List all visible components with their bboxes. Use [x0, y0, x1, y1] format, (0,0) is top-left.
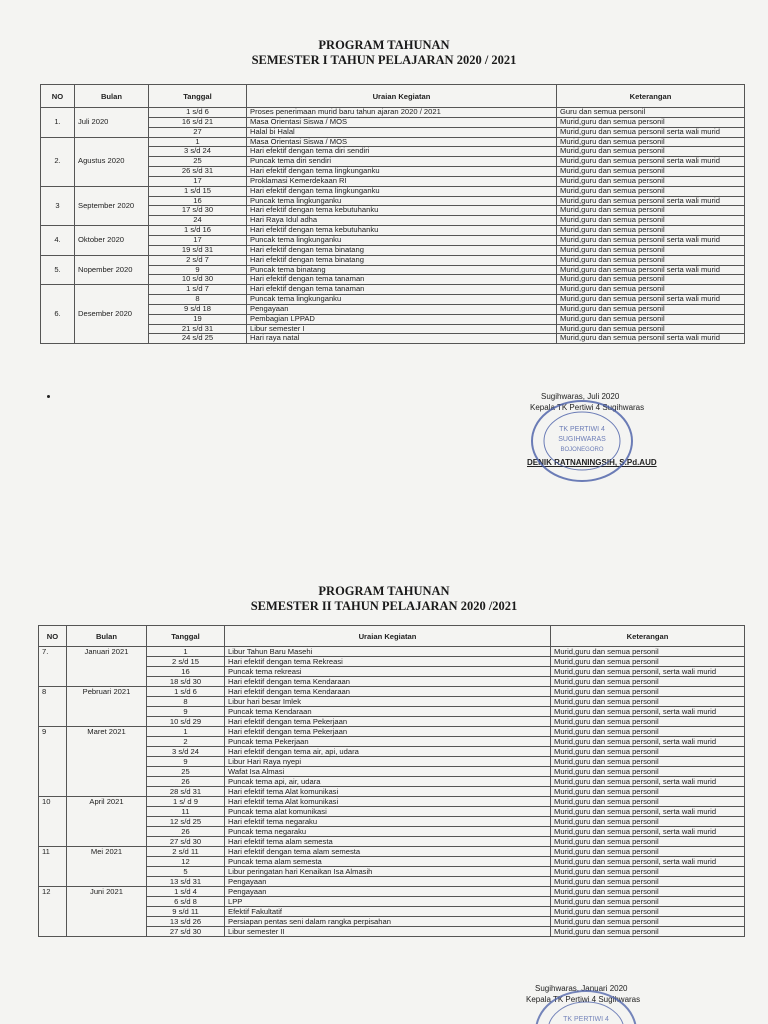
cell-tanggal: 9	[147, 707, 225, 717]
cell-tanggal: 3 s/d 24	[149, 147, 247, 157]
cell-keterangan: Murid,guru dan semua personil	[551, 927, 745, 937]
cell-keterangan: Murid,guru dan semua personil, serta wali murid	[551, 827, 745, 837]
table-row	[41, 285, 745, 295]
cell-no: 1.	[41, 108, 75, 138]
cell-uraian: Halal bi Halal	[247, 127, 557, 137]
cell-tanggal: 1 s/d 16	[149, 226, 247, 236]
cell-uraian: Hari efektif dengan tema Kendaraan	[225, 687, 551, 697]
cell-keterangan: Murid,guru dan semua personil	[557, 117, 745, 127]
school-stamp-2	[532, 988, 640, 1024]
cell-keterangan: Murid,guru dan semua personil	[551, 657, 745, 667]
header-no: NO	[39, 626, 67, 647]
table-row	[41, 137, 745, 147]
cell-tanggal: 27 s/d 30	[147, 927, 225, 937]
cell-tanggal: 11	[147, 807, 225, 817]
cell-tanggal: 17	[149, 176, 247, 186]
cell-tanggal: 9 s/d 18	[149, 304, 247, 314]
bullet-mark	[47, 395, 50, 398]
cell-tanggal: 27	[149, 127, 247, 137]
cell-uraian: Hari efektif dengan tema binatang	[247, 255, 557, 265]
cell-keterangan: Murid,guru dan semua personil	[551, 757, 745, 767]
cell-uraian: Libur peringatan hari Kenaikan Isa Almasih	[225, 867, 551, 877]
cell-keterangan: Murid,guru dan semua personil	[551, 787, 745, 797]
cell-tanggal: 18 s/d 30	[147, 677, 225, 687]
cell-keterangan: Murid,guru dan semua personil	[557, 147, 745, 157]
cell-keterangan: Murid,guru dan semua personil serta wali murid	[557, 334, 745, 344]
header-uraian: Uraian Kegiatan	[247, 85, 557, 108]
cell-tanggal: 27 s/d 30	[147, 837, 225, 847]
cell-tanggal: 19	[149, 314, 247, 324]
cell-no: 8	[39, 687, 67, 727]
cell-uraian: Puncak tema Kendaraan	[225, 707, 551, 717]
cell-tanggal: 26	[147, 777, 225, 787]
cell-keterangan: Murid,guru dan semua personil	[551, 877, 745, 887]
table-row	[41, 108, 745, 118]
cell-keterangan: Murid,guru dan semua personil	[557, 275, 745, 285]
cell-uraian: Puncak tema binatang	[247, 265, 557, 275]
cell-uraian: Hari efektif dengan tema Kendaraan	[225, 677, 551, 687]
cell-keterangan: Murid,guru dan semua personil	[551, 837, 745, 847]
cell-keterangan: Murid,guru dan semua personil	[551, 747, 745, 757]
cell-no: 5.	[41, 255, 75, 285]
cell-no: 3	[41, 186, 75, 225]
cell-no: 12	[39, 887, 67, 937]
cell-tanggal: 9	[149, 265, 247, 275]
cell-bulan: Oktober 2020	[75, 226, 149, 256]
cell-tanggal: 1	[147, 727, 225, 737]
cell-tanggal: 1 s/d 7	[149, 285, 247, 295]
cell-tanggal: 1 s/d 4	[147, 887, 225, 897]
cell-uraian: Wafat Isa Almasi	[225, 767, 551, 777]
cell-uraian: Puncak tema Pekerjaan	[225, 737, 551, 747]
cell-uraian: Proses penerimaan murid baru tahun ajaran 2020 / 2021	[247, 108, 557, 118]
cell-keterangan: Murid,guru dan semua personil	[551, 917, 745, 927]
cell-no: 2.	[41, 137, 75, 186]
semester1-table	[40, 84, 745, 344]
table-header-row	[39, 626, 745, 647]
cell-uraian: Pembagian LPPAD	[247, 314, 557, 324]
cell-keterangan: Guru dan semua personil	[557, 108, 745, 118]
cell-no: 6.	[41, 285, 75, 344]
cell-uraian: Hari efektif dengan tema diri sendiri	[247, 147, 557, 157]
cell-no: 11	[39, 847, 67, 887]
cell-uraian: Puncak tema negaraku	[225, 827, 551, 837]
cell-keterangan: Murid,guru dan semua personil	[557, 255, 745, 265]
cell-tanggal: 16	[147, 667, 225, 677]
cell-uraian: Masa Orientasi Siswa / MOS	[247, 137, 557, 147]
headmaster-name: DENIK RATNANINGSIH, S.Pd.AUD	[527, 458, 657, 467]
cell-tanggal: 24 s/d 25	[149, 334, 247, 344]
header-bulan: Bulan	[75, 85, 149, 108]
cell-keterangan: Murid,guru dan semua personil	[557, 137, 745, 147]
cell-tanggal: 28 s/d 31	[147, 787, 225, 797]
stamp-center-line-1: TK PERTIWI 4	[559, 426, 605, 433]
cell-keterangan: Murid,guru dan semua personil serta wali murid	[557, 196, 745, 206]
cell-keterangan: Murid,guru dan semua personil	[551, 697, 745, 707]
cell-keterangan: Murid,guru dan semua personil serta wali murid	[557, 235, 745, 245]
cell-tanggal: 2 s/d 7	[149, 255, 247, 265]
school-stamp-1	[528, 398, 636, 484]
cell-tanggal: 1 s/d 6	[149, 108, 247, 118]
semester1-title: PROGRAM TAHUNAN	[318, 38, 450, 52]
cell-keterangan: Murid,guru dan semua personil, serta wali murid	[551, 667, 745, 677]
cell-keterangan: Murid,guru dan semua personil serta wali murid	[557, 127, 745, 137]
stamp-center-line-2: SUGIHWARAS	[558, 436, 606, 443]
cell-uraian: Puncak tema api, air, udara	[225, 777, 551, 787]
cell-tanggal: 2 s/d 15	[147, 657, 225, 667]
stamp-center-line-1: TK PERTIWI 4	[563, 1016, 609, 1023]
table-row	[39, 647, 745, 657]
cell-tanggal: 25	[147, 767, 225, 777]
cell-keterangan: Murid,guru dan semua personil	[557, 206, 745, 216]
cell-bulan: Mei 2021	[67, 847, 147, 887]
cell-tanggal: 12 s/d 25	[147, 817, 225, 827]
cell-keterangan: Murid,guru dan semua personil	[557, 216, 745, 226]
cell-uraian: Libur Hari Raya nyepi	[225, 757, 551, 767]
cell-bulan: Maret 2021	[67, 727, 147, 797]
cell-keterangan: Murid,guru dan semua personil, serta wali murid	[551, 737, 745, 747]
cell-tanggal: 2	[147, 737, 225, 747]
cell-keterangan: Murid,guru dan semua personil	[551, 767, 745, 777]
table-header-row	[41, 85, 745, 108]
header-tanggal: Tanggal	[149, 85, 247, 108]
cell-uraian: Puncak tema rekreasi	[225, 667, 551, 677]
cell-bulan: Desember 2020	[75, 285, 149, 344]
cell-uraian: LPP	[225, 897, 551, 907]
cell-keterangan: Murid,guru dan semua personil	[557, 304, 745, 314]
cell-keterangan: Murid,guru dan semua personil	[551, 817, 745, 827]
table-row	[41, 226, 745, 236]
cell-uraian: Hari efektif dengan tema binatang	[247, 245, 557, 255]
semester2-signature-date: Sugihwaras, Januari 2020	[535, 984, 628, 993]
cell-keterangan: Murid,guru dan semua personil	[557, 245, 745, 255]
cell-keterangan: Murid,guru dan semua personil	[551, 677, 745, 687]
cell-bulan: Pebruari 2021	[67, 687, 147, 727]
cell-uraian: Pengayaan	[225, 887, 551, 897]
cell-uraian: Hari efektif tema Alat komunikasi	[225, 797, 551, 807]
cell-uraian: Puncak tema alam semesta	[225, 857, 551, 867]
table-row	[39, 727, 745, 737]
cell-uraian: Puncak tema lingkunganku	[247, 196, 557, 206]
cell-keterangan: Murid,guru dan semua personil	[551, 847, 745, 857]
cell-tanggal: 5	[147, 867, 225, 877]
cell-tanggal: 9	[147, 757, 225, 767]
cell-bulan: Juli 2020	[75, 108, 149, 138]
cell-no: 7.	[39, 647, 67, 687]
cell-tanggal: 8	[147, 697, 225, 707]
cell-keterangan: Murid,guru dan semua personil	[557, 176, 745, 186]
cell-tanggal: 17 s/d 30	[149, 206, 247, 216]
cell-uraian: Masa Orientasi Siswa / MOS	[247, 117, 557, 127]
semester1-signature-date: Sugihwaras, Juli 2020	[541, 392, 620, 401]
stamp-center-line-3: BOJONEGORO	[560, 447, 604, 453]
cell-tanggal: 10 s/d 29	[147, 717, 225, 727]
cell-tanggal: 17	[149, 235, 247, 245]
cell-keterangan: Murid,guru dan semua personil	[551, 727, 745, 737]
cell-tanggal: 9 s/d 11	[147, 907, 225, 917]
cell-keterangan: Murid,guru dan semua personil	[551, 867, 745, 877]
cell-keterangan: Murid,guru dan semua personil	[551, 647, 745, 657]
cell-uraian: Puncak tema alat komunikasi	[225, 807, 551, 817]
cell-uraian: Hari Raya Idul adha	[247, 216, 557, 226]
cell-tanggal: 1 s/d 15	[149, 186, 247, 196]
cell-no: 4.	[41, 226, 75, 256]
cell-bulan: September 2020	[75, 186, 149, 225]
semester2-signature-position: Kepala TK Pertiwi 4 Sugihwaras	[526, 995, 641, 1004]
cell-uraian: Libur semester I	[247, 324, 557, 334]
cell-keterangan: Murid,guru dan semua personil	[551, 687, 745, 697]
semester2-table	[38, 625, 745, 937]
cell-uraian: Hari efektif dengan tema lingkunganku	[247, 167, 557, 177]
cell-uraian: Puncak tema lingkunganku	[247, 235, 557, 245]
cell-bulan: Agustus 2020	[75, 137, 149, 186]
cell-uraian: Hari efektif dengan tema kebutuhanku	[247, 226, 557, 236]
cell-bulan: Nopember 2020	[75, 255, 149, 285]
cell-keterangan: Murid,guru dan semua personil	[557, 226, 745, 236]
cell-uraian: Libur hari besar Imlek	[225, 697, 551, 707]
cell-tanggal: 1 s/ d 9	[147, 797, 225, 807]
header-keterangan: Keterangan	[557, 85, 745, 108]
cell-tanggal: 2 s/d 11	[147, 847, 225, 857]
stamp-seal-icon	[532, 401, 632, 481]
table-row	[39, 847, 745, 857]
semester1-signature-position: Kepala TK Pertiwi 4 Sugihwaras	[530, 403, 645, 412]
header-tanggal: Tanggal	[147, 626, 225, 647]
cell-keterangan: Murid,guru dan semua personil	[551, 797, 745, 807]
cell-keterangan: Murid,guru dan semua personil	[557, 324, 745, 334]
semester1-subtitle: SEMESTER I TAHUN PELAJARAN 2020 / 2021	[251, 53, 517, 67]
cell-keterangan: Murid,guru dan semua personil, serta wali murid	[551, 857, 745, 867]
cell-uraian: Efektif Fakultatif	[225, 907, 551, 917]
table-row	[39, 797, 745, 807]
cell-uraian: Hari efektif tema negaraku	[225, 817, 551, 827]
cell-tanggal: 25	[149, 157, 247, 167]
table-row	[39, 887, 745, 897]
cell-tanggal: 3 s/d 24	[147, 747, 225, 757]
cell-uraian: Hari efektif dengan tema air, api, udara	[225, 747, 551, 757]
cell-keterangan: Murid,guru dan semua personil, serta wali murid	[551, 807, 745, 817]
header-bulan: Bulan	[67, 626, 147, 647]
cell-keterangan: Murid,guru dan semua personil	[551, 887, 745, 897]
cell-uraian: Persiapan pentas seni dalam rangka perpisahan	[225, 917, 551, 927]
cell-tanggal: 1	[149, 137, 247, 147]
cell-uraian: Libur semester II	[225, 927, 551, 937]
cell-tanggal: 26 s/d 31	[149, 167, 247, 177]
cell-uraian: Hari efektif tema Alat komunikasi	[225, 787, 551, 797]
cell-tanggal: 12	[147, 857, 225, 867]
cell-keterangan: Murid,guru dan semua personil serta wali murid	[557, 265, 745, 275]
cell-keterangan: Murid,guru dan semua personil serta wali murid	[557, 157, 745, 167]
cell-keterangan: Murid,guru dan semua personil	[557, 314, 745, 324]
cell-tanggal: 16 s/d 21	[149, 117, 247, 127]
cell-uraian: Puncak tema lingkunganku	[247, 295, 557, 305]
cell-keterangan: Murid,guru dan semua personil	[551, 717, 745, 727]
table-row	[41, 255, 745, 265]
header-keterangan: Keterangan	[551, 626, 745, 647]
cell-uraian: Hari efektif dengan tema Pekerjaan	[225, 727, 551, 737]
cell-no: 9	[39, 727, 67, 797]
cell-tanggal: 19 s/d 31	[149, 245, 247, 255]
semester2-title: PROGRAM TAHUNAN	[318, 584, 450, 598]
cell-tanggal: 6 s/d 8	[147, 897, 225, 907]
cell-keterangan: Murid,guru dan semua personil	[557, 167, 745, 177]
cell-keterangan: Murid,guru dan semua personil	[557, 186, 745, 196]
cell-tanggal: 24	[149, 216, 247, 226]
cell-uraian: Pengayaan	[247, 304, 557, 314]
cell-keterangan: Murid,guru dan semua personil, serta wali murid	[551, 777, 745, 787]
cell-uraian: Hari efektif dengan tema Pekerjaan	[225, 717, 551, 727]
table-row	[39, 687, 745, 697]
cell-no: 10	[39, 797, 67, 847]
cell-tanggal: 1 s/d 6	[147, 687, 225, 697]
cell-keterangan: Murid,guru dan semua personil	[551, 907, 745, 917]
cell-keterangan: Murid,guru dan semua personil, serta wali murid	[551, 707, 745, 717]
cell-bulan: April 2021	[67, 797, 147, 847]
header-uraian: Uraian Kegiatan	[225, 626, 551, 647]
cell-tanggal: 13 s/d 31	[147, 877, 225, 887]
cell-tanggal: 26	[147, 827, 225, 837]
cell-tanggal: 1	[147, 647, 225, 657]
cell-uraian: Pengayaan	[225, 877, 551, 887]
cell-uraian: Hari efektif dengan tema lingkunganku	[247, 186, 557, 196]
table-row	[41, 186, 745, 196]
cell-uraian: Hari efektif dengan tema tanaman	[247, 275, 557, 285]
cell-keterangan: Murid,guru dan semua personil	[551, 897, 745, 907]
cell-keterangan: Murid,guru dan semua personil	[557, 285, 745, 295]
cell-tanggal: 21 s/d 31	[149, 324, 247, 334]
cell-bulan: Januari 2021	[67, 647, 147, 687]
cell-uraian: Hari efektif dengan tema alam semesta	[225, 847, 551, 857]
stamp-seal-icon	[536, 991, 636, 1024]
cell-uraian: Hari raya natal	[247, 334, 557, 344]
cell-tanggal: 13 s/d 26	[147, 917, 225, 927]
header-no: NO	[41, 85, 75, 108]
cell-uraian: Libur Tahun Baru Masehi	[225, 647, 551, 657]
cell-uraian: Puncak tema diri sendiri	[247, 157, 557, 167]
cell-uraian: Hari efektif dengan tema tanaman	[247, 285, 557, 295]
semester2-subtitle: SEMESTER II TAHUN PELAJARAN 2020 /2021	[250, 599, 518, 613]
cell-tanggal: 16	[149, 196, 247, 206]
cell-tanggal: 8	[149, 295, 247, 305]
cell-tanggal: 10 s/d 30	[149, 275, 247, 285]
cell-keterangan: Murid,guru dan semua personil serta wali murid	[557, 295, 745, 305]
cell-uraian: Hari efektif dengan tema kebutuhanku	[247, 206, 557, 216]
cell-uraian: Proklamasi Kemerdekaan RI	[247, 176, 557, 186]
cell-bulan: Juni 2021	[67, 887, 147, 937]
cell-uraian: Hari efektif dengan tema Rekreasi	[225, 657, 551, 667]
cell-uraian: Hari efektif tema alam semesta	[225, 837, 551, 847]
